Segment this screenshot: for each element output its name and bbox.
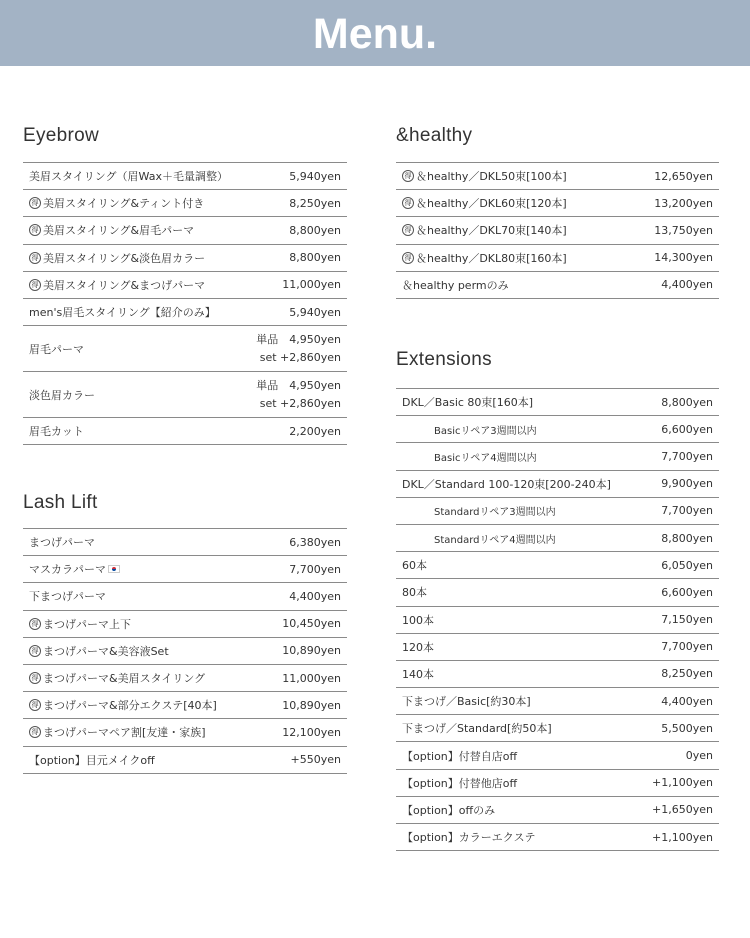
item-price: 5,500yen: [661, 721, 713, 735]
item-price: 7,700yen: [289, 562, 341, 576]
discount-badge-icon: 得: [402, 224, 414, 236]
item-name: 【option】offのみ: [402, 803, 496, 817]
item-price: 8,800yen: [289, 223, 341, 237]
menu-row: [23, 583, 347, 610]
section-title: Extensions: [396, 349, 492, 370]
menu-row: [23, 299, 347, 326]
item-name: 60本: [402, 559, 427, 573]
item-name: 下まつげパーマ: [29, 590, 106, 604]
item-price: 8,800yen: [289, 251, 341, 265]
item-name: まつげパーマ&美眉スタイリング: [43, 672, 206, 686]
item-price: 7,150yen: [661, 613, 713, 627]
discount-badge-icon: 得: [29, 224, 41, 236]
item-name: ＆healthy／DKL80束[160本]: [416, 251, 567, 265]
menu-row: [396, 498, 719, 525]
lash-lift-section: [23, 492, 347, 774]
item-price: 7,700yen: [661, 640, 713, 654]
menu-row: [23, 529, 347, 556]
item-name: 美眉スタイリング&まつげパーマ: [43, 278, 206, 292]
section-title: Eyebrow: [23, 125, 100, 146]
item-price: 9,900yen: [661, 477, 713, 491]
item-name: まつげパーマ&部分エクステ[40本]: [43, 699, 217, 713]
section-title: &healthy: [396, 125, 473, 146]
item-price: +1,100yen: [652, 776, 713, 790]
menu-row: [23, 272, 347, 299]
item-name: 淡色眉カラー: [29, 388, 95, 402]
item-price-single: 単品 4,950yen: [256, 378, 341, 392]
menu-row: [396, 217, 719, 244]
menu-row: [23, 665, 347, 692]
header-banner: [0, 0, 750, 66]
item-name: 【option】カラーエクステ: [402, 831, 536, 845]
healthy-section: [396, 125, 719, 299]
item-name: Standardリペア3週間以内: [434, 507, 556, 519]
menu-row: [23, 245, 347, 272]
item-price: 12,100yen: [282, 725, 341, 739]
item-name: 【option】付替自店off: [402, 749, 518, 763]
item-name: まつげパーマ&美容液Set: [43, 644, 169, 658]
menu-row: [396, 824, 719, 851]
item-name: 美眉スタイリング（眉Wax＋毛量調整）: [29, 170, 228, 184]
menu-row: [396, 525, 719, 552]
item-name: マスカラパーマ: [29, 563, 106, 577]
item-price-set: set +2,860yen: [259, 396, 341, 410]
item-name: 【option】付替他店off: [402, 776, 518, 790]
menu-row: [396, 742, 719, 769]
item-name: Standardリペア4週間以内: [434, 534, 556, 546]
item-name: 140本: [402, 667, 434, 681]
menu-row: [396, 163, 719, 190]
menu-row: [396, 190, 719, 217]
menu-row: [396, 443, 719, 470]
page-title: Menu.: [312, 10, 438, 58]
menu-row: [23, 326, 347, 372]
menu-row: [23, 217, 347, 244]
menu-row: [396, 688, 719, 715]
item-name: DKL／Basic 80束[160本]: [402, 396, 534, 410]
menu-row: [23, 747, 347, 774]
item-price: 6,380yen: [289, 535, 341, 549]
discount-badge-icon: 得: [402, 197, 414, 209]
menu-row: [396, 552, 719, 579]
discount-badge-icon: 得: [29, 279, 41, 291]
extensions-table: [396, 388, 719, 851]
item-price: +550yen: [290, 753, 341, 767]
discount-badge-icon: 得: [29, 645, 41, 657]
menu-row: [396, 770, 719, 797]
item-name: Basicリペア3週間以内: [434, 425, 537, 437]
item-price: 4,400yen: [661, 278, 713, 292]
menu-row: [23, 163, 347, 190]
korea-flag-icon: [108, 565, 120, 573]
item-name: 80本: [402, 586, 427, 600]
menu-row: [396, 579, 719, 606]
item-name: ＆healthy／DKL60束[120本]: [416, 197, 567, 211]
menu-row: [396, 661, 719, 688]
menu-row: [23, 692, 347, 719]
discount-badge-icon: 得: [29, 699, 41, 711]
menu-row: [396, 715, 719, 742]
menu-row: [396, 634, 719, 661]
item-name: まつげパーマペア割[友達・家族]: [43, 726, 206, 740]
item-price: 0yen: [685, 749, 713, 763]
item-price: 2,200yen: [289, 424, 341, 438]
discount-badge-icon: 得: [29, 618, 41, 630]
item-price: 5,940yen: [289, 305, 341, 319]
item-price: 12,650yen: [654, 169, 713, 183]
item-name: 【option】目元メイクoff: [29, 753, 155, 767]
eyebrow-table: [23, 162, 347, 445]
item-name: ＆healthy permのみ: [402, 278, 509, 292]
item-name: 100本: [402, 613, 434, 627]
menu-row: [396, 389, 719, 416]
item-price: 6,050yen: [661, 558, 713, 572]
item-name: 下まつげ／Basic[約30本]: [402, 695, 531, 709]
item-price: 10,450yen: [282, 617, 341, 631]
menu-row: [396, 245, 719, 272]
item-price: 8,250yen: [661, 667, 713, 681]
item-price: 10,890yen: [282, 644, 341, 658]
discount-badge-icon: 得: [29, 672, 41, 684]
item-price: 6,600yen: [661, 422, 713, 436]
item-price: +1,100yen: [652, 830, 713, 844]
healthy-table: [396, 162, 719, 299]
item-name: ＆healthy／DKL70束[140本]: [416, 224, 567, 238]
menu-row: [396, 471, 719, 498]
item-price-set: set +2,860yen: [259, 350, 341, 364]
item-name: 眉毛カット: [29, 425, 84, 439]
item-price: 7,700yen: [661, 504, 713, 518]
item-name: ＆healthy／DKL50束[100本]: [416, 170, 567, 184]
item-price: 14,300yen: [654, 251, 713, 265]
lash-lift-table: [23, 528, 347, 774]
eyebrow-section: [23, 125, 347, 445]
menu-row: [23, 372, 347, 418]
menu-row: [23, 719, 347, 746]
item-name: 美眉スタイリング&ティント付き: [43, 197, 205, 211]
discount-badge-icon: 得: [402, 252, 414, 264]
discount-badge-icon: 得: [402, 170, 414, 182]
item-name: Basicリペア4週間以内: [434, 452, 537, 464]
item-price: 4,400yen: [661, 694, 713, 708]
item-price: 6,600yen: [661, 585, 713, 599]
item-price: 8,800yen: [661, 531, 713, 545]
item-price: 13,750yen: [654, 223, 713, 237]
item-price: +1,650yen: [652, 803, 713, 817]
item-price: 8,250yen: [289, 196, 341, 210]
extensions-section: [396, 349, 719, 851]
item-price: 7,700yen: [661, 449, 713, 463]
menu-row: [396, 607, 719, 634]
item-name: 下まつげ／Standard[約50本]: [402, 722, 552, 736]
menu-row: [396, 797, 719, 824]
item-name: まつげパーマ: [29, 536, 95, 550]
item-price: 11,000yen: [282, 671, 341, 685]
discount-badge-icon: 得: [29, 197, 41, 209]
item-name: men's眉毛スタイリング【紹介のみ】: [29, 306, 216, 320]
item-price: 4,400yen: [289, 589, 341, 603]
menu-row: [23, 556, 347, 583]
item-price: 11,000yen: [282, 278, 341, 292]
item-name: まつげパーマ上下: [43, 617, 131, 631]
item-price-single: 単品 4,950yen: [256, 332, 341, 346]
discount-badge-icon: 得: [29, 252, 41, 264]
item-name: 120本: [402, 640, 434, 654]
menu-row: [23, 611, 347, 638]
menu-row: [396, 272, 719, 299]
menu-row: [23, 638, 347, 665]
menu-row: [23, 190, 347, 217]
item-price: 10,890yen: [282, 698, 341, 712]
item-price: 8,800yen: [661, 395, 713, 409]
menu-row: [23, 418, 347, 445]
item-name: DKL／Standard 100-120束[200-240本]: [402, 477, 611, 491]
discount-badge-icon: 得: [29, 726, 41, 738]
item-price: 13,200yen: [654, 196, 713, 210]
menu-row: [396, 416, 719, 443]
item-name: 眉毛パーマ: [29, 342, 84, 356]
item-name: 美眉スタイリング&眉毛パーマ: [43, 224, 195, 238]
item-price: 5,940yen: [289, 169, 341, 183]
section-title: Lash Lift: [23, 492, 98, 513]
item-name: 美眉スタイリング&淡色眉カラー: [43, 251, 206, 265]
